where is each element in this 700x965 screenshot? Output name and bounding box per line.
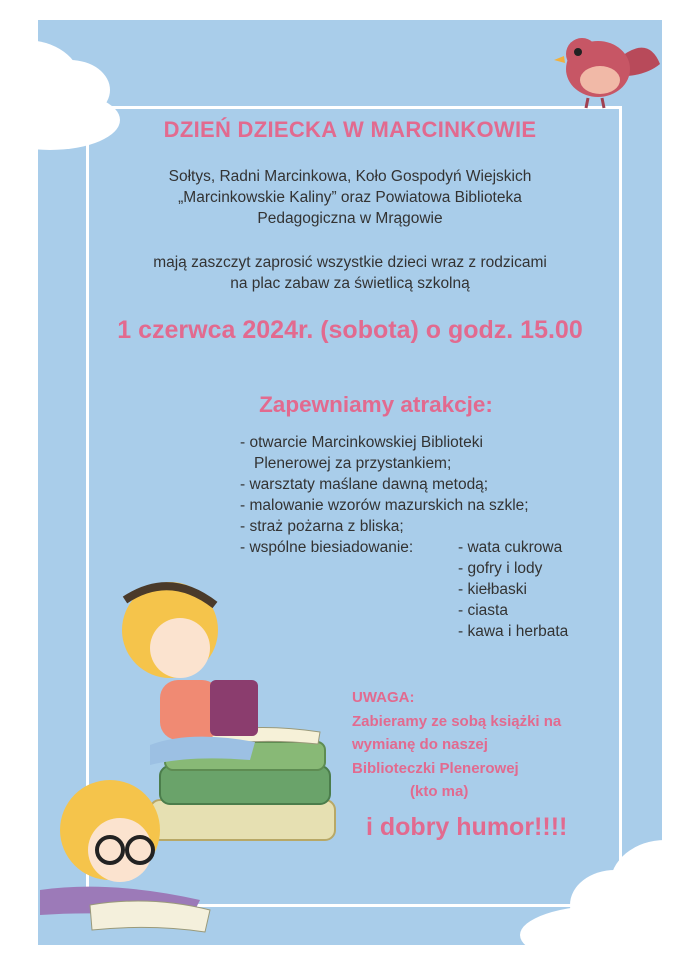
notice-heading: UWAGA: — [352, 689, 415, 706]
attraction-item: - warsztaty maślane dawną metodą; — [240, 476, 489, 493]
event-date: 1 czerwca 2024r. (sobota) o godz. 15.00 — [117, 316, 583, 344]
notice-line: wymianę do naszej — [352, 736, 488, 753]
food-item: - kiełbaski — [458, 581, 527, 598]
food-item: - ciasta — [458, 602, 508, 619]
attractions-heading: Zapewniamy atrakcje: — [259, 392, 493, 417]
children-reading-books-illustration — [0, 560, 380, 963]
attraction-item: - straż pożarna z bliska; — [240, 518, 404, 535]
notice-line: Biblioteczki Plenerowej — [352, 759, 519, 777]
organizers-line: Pedagogiczna w Mrągowie — [257, 210, 443, 227]
invitation-text — [60, 252, 640, 294]
attraction-item: - malowanie wzorów mazurskich na szkle; — [240, 497, 529, 514]
page-title: DZIEŃ DZIECKA W MARCINKOWIE — [163, 117, 537, 142]
red-bird-icon — [548, 14, 668, 114]
organizers-line: Sołtys, Radni Marcinkowa, Koło Gospodyń Wiejskich — [168, 168, 532, 185]
notice-closing: i dobry humor!!!! — [366, 813, 568, 841]
attraction-item: - wspólne biesiadowanie: — [240, 539, 414, 556]
notice-block — [352, 686, 561, 804]
invitation-line: mają zaszczyt zaprosić wszystkie dzieci wraz z rodzicami — [153, 254, 547, 271]
attraction-item: Plenerowej za przystankiem; — [254, 455, 452, 472]
organizers-text — [60, 166, 640, 229]
notice-line: (kto ma) — [410, 783, 469, 800]
attraction-item: - otwarcie Marcinkowskiej Biblioteki — [240, 434, 483, 451]
organizers-line: „Marcinkowskie Kaliny” oraz Powiatowa Biblioteka — [178, 189, 522, 206]
food-item: - kawa i herbata — [458, 623, 569, 640]
food-list — [458, 537, 568, 642]
food-item: - wata cukrowa — [458, 539, 563, 556]
food-item: - gofry i lody — [458, 560, 543, 577]
invitation-line: na plac zabaw za świetlicą szkolną — [230, 275, 470, 292]
notice-line: Zabieramy ze sobą książki na — [352, 712, 562, 730]
